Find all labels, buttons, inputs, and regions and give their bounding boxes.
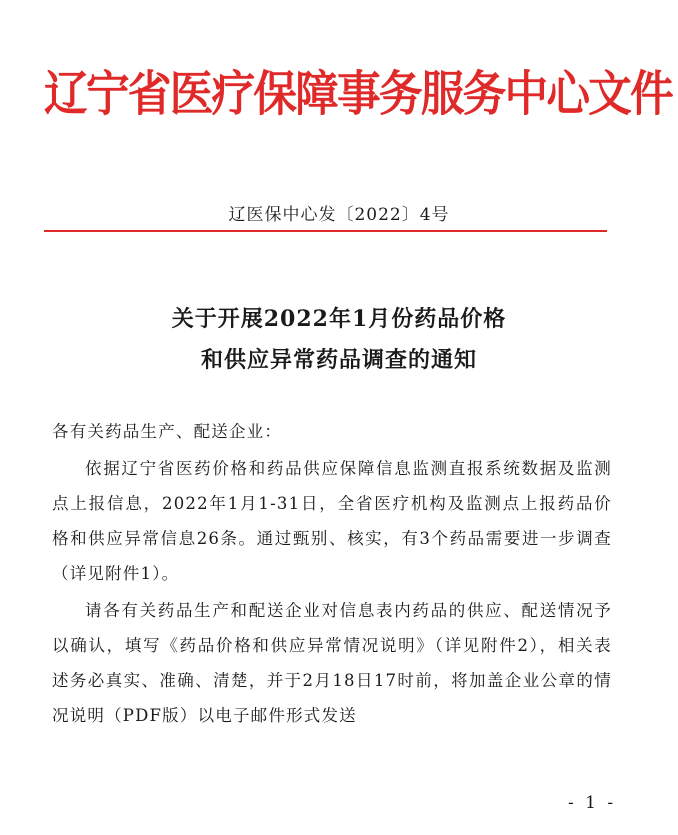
document-number: 辽医保中心发〔2022〕4号 xyxy=(228,205,450,225)
red-divider-line xyxy=(44,230,607,232)
greeting-text: 各有关药品生产、配送企业： xyxy=(52,422,283,441)
document-header-title: 辽宁省医疗保障事务服务中心文件 xyxy=(44,66,672,122)
notice-title-line-1: 关于开展2022年1月份药品价格 xyxy=(171,306,507,332)
body-paragraph-2: 请各有关药品生产和配送企业对信息表内药品的供应、配送情况予以确认，填写《药品价格和供应异常情况说明》（详见附件2），相关表述务必真实、准确、清楚，并于2月18日17时前，将加盖企业公章的情况说明（PDF版）以电子邮件形式发送 xyxy=(52,601,612,725)
body-paragraph-1: 依据辽宁省医药价格和药品供应保障信息监测直报系统数据及监测点上报信息，2022年1月1-31日，全省医疗机构及监测点上报药品价格和供应异常信息26条。通过甄别、核实，有3个药品需要进一步调查（详见附件1）。 xyxy=(52,459,612,583)
page-number: - 1 - xyxy=(568,793,617,813)
notice-title-line-2: 和供应异常药品调查的通知 xyxy=(200,347,477,373)
